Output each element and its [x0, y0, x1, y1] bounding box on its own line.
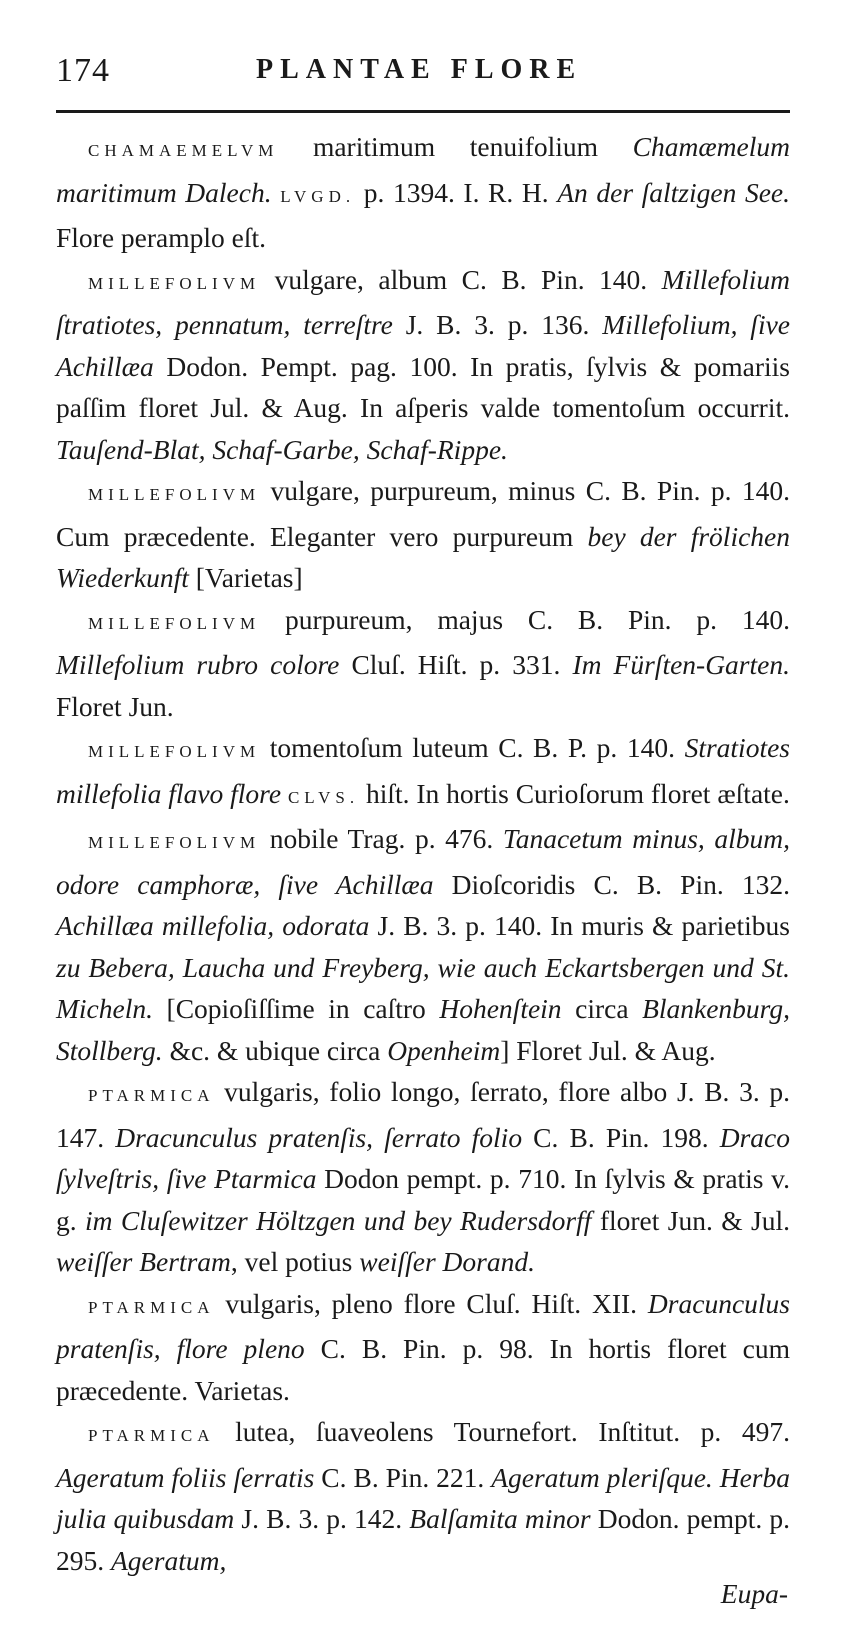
entry-headword: MILLEFOLIVM	[88, 742, 261, 761]
entry-text: J. B. 3. p. 136.	[392, 309, 603, 340]
entry-text: Dodon. pempt. p. 295.	[56, 1503, 790, 1576]
entry-text: Dodon pempt. p. 710. In ſylvis & pratis v. g.	[56, 1163, 791, 1236]
entry-headword: MILLEFOLIVM	[88, 485, 261, 504]
italic-text: Millefolium ſtratiotes, pennatum, terreſtre	[56, 263, 790, 340]
entry-headword: PTARMICA	[88, 1426, 215, 1445]
italic-text: Millefolium, ſive Achillæa	[56, 309, 791, 382]
italic-text: Draco ſylveſtris, ſive Ptarmica	[56, 1121, 790, 1194]
entry-headword: MILLEFOLIVM	[88, 833, 261, 852]
italic-text: im Cluſewitzer Höltzgen und bey Rudersdorff	[85, 1204, 592, 1236]
italic-text: Dracunculus pratenſis, ſerrato folio	[115, 1121, 523, 1153]
entry-text: &c. & ubique circa	[162, 1034, 388, 1066]
page-number: 174	[56, 52, 110, 89]
entry-text: ] Floret Jul. & Aug.	[500, 1034, 716, 1066]
italic-text: Tauſend-Blat, Schaf-Garbe, Schaf-Rippe.	[56, 433, 508, 465]
entry-text: Flore peramplo eſt.	[56, 222, 267, 253]
entry-text: J. B. 3. p. 142.	[234, 1503, 410, 1534]
italic-text: Millefolium rubro colore	[56, 649, 340, 680]
italic-text: Im Fürſten-Garten.	[572, 649, 790, 680]
entry-text	[272, 177, 281, 208]
running-head: PLANTAE FLORE	[256, 54, 583, 85]
italic-text: Ageratum pleriſque. Herba julia quibusdam	[56, 1461, 790, 1534]
entry	[56, 1071, 790, 1283]
entry-text: vulgare, purpureum, minus C. B. Pin. p. 140. Cum præcedente. Eleganter vero purpureum	[56, 475, 790, 552]
italic-text: Tanacetum minus, album, odore camphoræ, ſive Achillæa	[56, 823, 791, 900]
entry-text: J. B. 3. p. 140. In muris & parietibus	[369, 910, 790, 941]
entry-headword: PTARMICA	[88, 1086, 215, 1105]
italic-text: Ageratum,	[111, 1544, 227, 1576]
entry-text: Dioſcoridis C. B. Pin. 132.	[433, 868, 790, 900]
italic-text: Stratiotes millefolia flavo flore	[56, 732, 790, 809]
entry-headword: MILLEFOLIVM	[88, 273, 261, 293]
catchword: Eupa-	[720, 1578, 788, 1609]
entry	[56, 126, 790, 259]
entry-headword: PTARMICA	[88, 1297, 215, 1317]
entry-text: vulgare, album C. B. Pin. 140.	[260, 263, 662, 295]
italic-text: Dracunculus pratenſis, flore pleno	[56, 1287, 790, 1364]
entry-text: vulgaris, pleno flore Cluſ. Hiſt. XII.	[214, 1287, 648, 1319]
entry-text: [Varietas]	[188, 562, 303, 593]
entry-text: tomentoſum luteum C. B. P. p. 140.	[260, 732, 685, 763]
entry-text: floret Jun. & Jul.	[591, 1204, 790, 1236]
italic-text: weiſſer Dorand.	[359, 1246, 535, 1277]
entry-text: [Copioſiſſime in caſtro	[152, 993, 440, 1024]
entry	[56, 1283, 790, 1412]
italic-text: Chamæmelum maritimum Dalech.	[56, 131, 790, 208]
entry	[56, 599, 790, 728]
italic-text: Balſamita minor	[409, 1503, 591, 1534]
entry-text: C. B. Pin. 221.	[314, 1461, 492, 1493]
text-body	[56, 126, 790, 1581]
entry-text: hiſt. In hortis Curioſorum floret æſtate.	[359, 777, 790, 809]
italic-text: Ageratum foliis ſerratis	[56, 1461, 315, 1493]
italic-text: Blankenburg, Stollberg.	[56, 993, 790, 1066]
entry-text: Floret Jun.	[56, 690, 174, 722]
entry	[56, 818, 790, 1071]
entry-text: Cluſ. Hiſt. p. 331.	[339, 649, 573, 680]
entry-text: circa	[561, 993, 643, 1024]
italic-text: Hohenſtein	[439, 993, 562, 1024]
entry	[56, 259, 790, 471]
entry-text	[281, 778, 288, 809]
entry-text: vulgaris, folio longo, ſerrato, flore albo J. B. 3. p. 147.	[56, 1076, 790, 1153]
entry-text: lutea, ſuaveolens Tournefort. Inſtitut. p. 497.	[214, 1416, 790, 1447]
entry-text: purpureum, majus C. B. Pin. p. 140.	[260, 603, 790, 635]
entry-headword: CHAMAEMELVM	[88, 141, 279, 160]
italic-text: Openheim	[387, 1034, 501, 1066]
entry-text: , vel potius	[230, 1246, 360, 1277]
italic-text: An der ſaltzigen See.	[557, 176, 790, 208]
entry	[56, 1411, 790, 1581]
entry-text: C. B. Pin. p. 98. In hortis floret cum præcedente. Varietas.	[56, 1333, 790, 1406]
entry-text: maritimum tenuifolium	[278, 131, 633, 162]
entry-headword: MILLEFOLIVM	[88, 613, 261, 633]
entry-headword: CLVS.	[287, 787, 360, 807]
italic-text: bey der frölichen Wiederkunft	[56, 520, 790, 593]
entry-headword: LVGD.	[280, 186, 356, 206]
italic-text: zu Bebera, Laucha und Freyberg, wie auch Eckartsbergen und St. Micheln.	[56, 951, 790, 1024]
entry-text: Dodon. Pempt. pag. 100. In pratis, ſylvis & pomariis paſſim floret Jul. & Aug. In aſperis valde tomentoſum occurrit.	[56, 350, 790, 423]
italic-text: weiſſer Bertram	[56, 1246, 231, 1277]
header-rule	[56, 110, 790, 113]
entry	[56, 727, 790, 818]
italic-text: Achillæa millefolia, odorata	[56, 910, 370, 941]
entry	[56, 470, 790, 599]
page-header	[56, 48, 790, 98]
entry-text: nobile Trag. p. 476.	[260, 823, 503, 854]
entry-text: C. B. Pin. 198.	[522, 1121, 720, 1153]
entry-text: p. 1394. I. R. H.	[355, 176, 558, 208]
